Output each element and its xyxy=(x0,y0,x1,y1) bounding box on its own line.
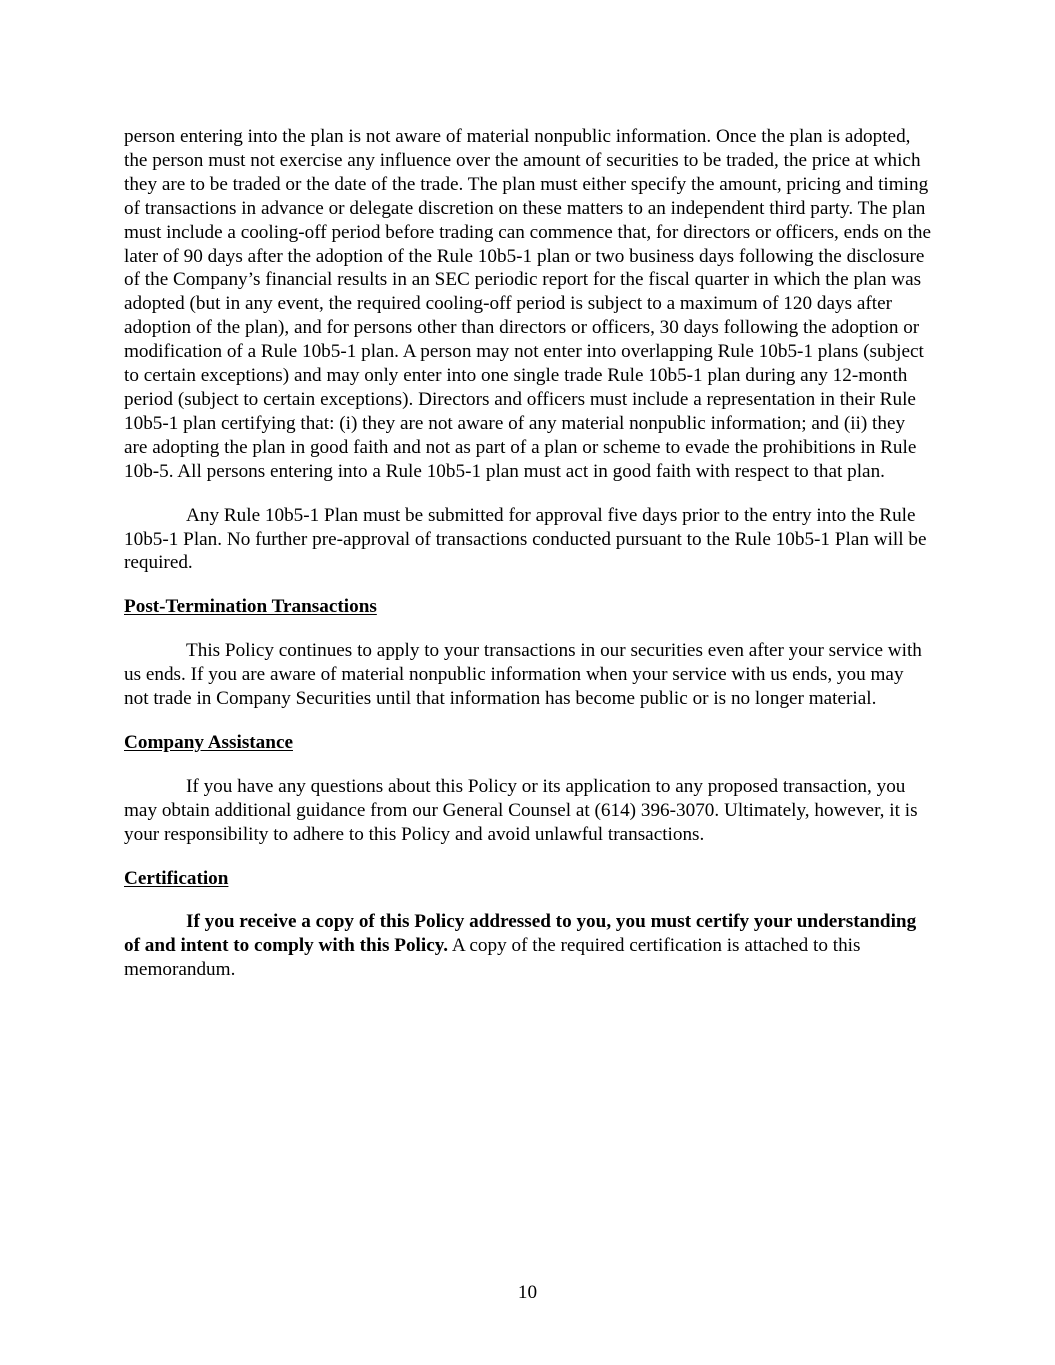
document-page-body xyxy=(124,125,932,1002)
company-assistance-heading: Company Assistance xyxy=(124,731,293,753)
certification-heading: Certification xyxy=(124,867,229,889)
company-assistance-paragraph: If you have any questions about this Policy or its application to any proposed transaction, you may obtain additional guidance from our General Counsel at (614) 396-3070. Ultimately, however, it is your responsibility to adhere to this Policy and avoid unlawful transactions. xyxy=(124,775,918,845)
page-number: 10 xyxy=(517,1282,538,1303)
rule-10b5-1-plan-paragraph: person entering into the plan is not aware of material nonpublic information. Once the plan is adopted, the person must not exercise any influence over the amount of securities to be traded, the price at which they are to be traded or the date of the trade. The plan must either specify the amount, pricing and timing of transactions in advance or delegate discretion on these matters to an independent third party. The plan must include a cooling-off period before trading can commence that, for directors or officers, ends on the later of 90 days after the adoption of the Rule 10b5-1 plan or two business days following the disclosure of the Company’s financial results in an SEC periodic report for the fiscal quarter in which the plan was adopted (but in any event, the required cooling-off period is subject to a maximum of 120 days after adoption of the plan), and for persons other than directors or officers, 30 days following the adoption or modification of a Rule 10b5-1 plan. A person may not enter into overlapping Rule 10b5-1 plans (subject to certain exceptions) and may only enter into one single trade Rule 10b5-1 plan during any 12-month period (subject to certain exceptions). Directors and officers must include a representation in their Rule 10b5-1 plan certifying that: (i) they are not aware of any material nonpublic information; and (ii) they are adopting the plan in good faith and not as part of a plan or scheme to evade the prohibitions in Rule 10b-5. All persons entering into a Rule 10b5-1 plan must act in good faith with respect to that plan. xyxy=(124,126,932,482)
plan-approval-paragraph: Any Rule 10b5-1 Plan must be submitted for approval five days prior to the entry into the Rule 10b5-1 Plan. No further pre-approval of transactions conducted pursuant to the Rule 10b5-1 Plan will be required. xyxy=(124,504,927,574)
post-termination-heading: Post-Termination Transactions xyxy=(124,596,377,618)
certification-bold-text: If you receive a copy of this Policy addressed to you, you must certify your understanding of and intent to comply with this Policy. xyxy=(124,911,917,957)
certification-paragraph xyxy=(124,910,932,982)
post-termination-paragraph: This Policy continues to apply to your transactions in our securities even after your service with us ends. If you are aware of material nonpublic information when your service with us ends, you may not trade in Company Securities until that information has become public or is no longer material. xyxy=(124,640,922,710)
certification-regular-text: A copy of the required certification is attached to this memorandum. xyxy=(124,935,861,981)
